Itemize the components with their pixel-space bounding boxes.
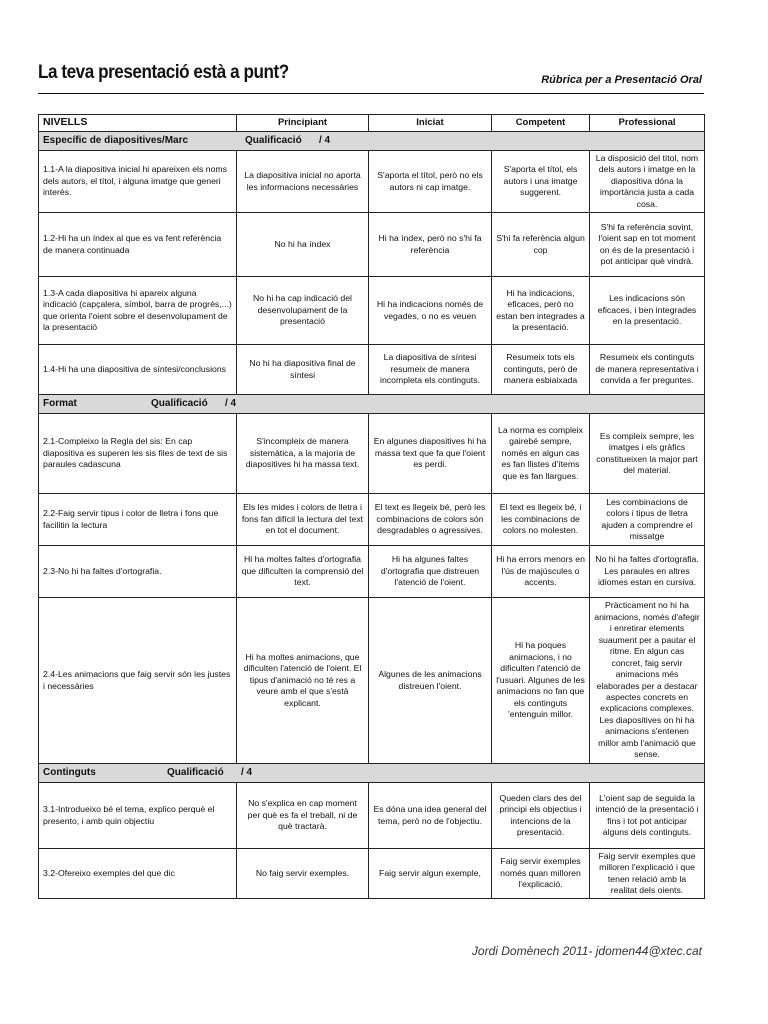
- column-header: Iniciat: [369, 115, 492, 132]
- criterion-cell: 1.1-A la diapositiva inicial hi apareixen els noms dels autors, el títol, i alguna imatge que generi interès.: [39, 151, 237, 213]
- table-row: [39, 494, 705, 546]
- level-cell: S'incompleix de manera sistemàtica, a la majoria de diapositives hi ha massa text.: [237, 414, 369, 494]
- section-score-value: / 4: [241, 767, 253, 778]
- level-cell: L'oient sap de seguida la intenció de la presentació i fins i tot pot anticipar alguns dels continguts.: [590, 783, 705, 849]
- level-cell: Hi ha indicacions, eficaces, però no estan ben integrades a la presentació.: [492, 277, 590, 345]
- criterion-cell: 1.4-Hi ha una diapositiva de síntesi/conclusions: [39, 345, 237, 395]
- section-score-label: Qualificació: [151, 398, 208, 409]
- level-cell: Les indicacions són eficaces, i ben integrades en la presentació.: [590, 277, 705, 345]
- level-cell: No hi ha diapositiva final de síntesi: [237, 345, 369, 395]
- column-header: Principiant: [237, 115, 369, 132]
- level-cell: La diapositiva inicial no aporta les informacions necessàries: [237, 151, 369, 213]
- level-cell: No hi ha índex: [237, 213, 369, 277]
- section-row: [39, 764, 705, 783]
- table-row: [39, 213, 705, 277]
- level-cell: Hi ha indicacions només de vegades, o no es veuen: [369, 277, 492, 345]
- level-cell: Hi ha errors menors en l'ús de majúscules o accents.: [492, 546, 590, 598]
- level-cell: S'hi fa referència sovint, l'oient sap en tot moment on és de la presentació i pot anticipar què vindrà.: [590, 213, 705, 277]
- table-row: [39, 345, 705, 395]
- criterion-cell: 2.2-Faig servir tipus i color de lletra i fons que facilitin la lectura: [39, 494, 237, 546]
- level-cell: Queden clars des del principi els objectius i intencions de la presentació.: [492, 783, 590, 849]
- level-cell: No s'explica en cap moment per què es fa el treball, ni de què tractarà.: [237, 783, 369, 849]
- level-cell: Faig servir exemples que milloren l'explicació i que tenen relació amb la realitat dels oients.: [590, 849, 705, 899]
- table-row: [39, 546, 705, 598]
- header-row: [39, 115, 705, 132]
- section-name: Continguts: [43, 767, 96, 778]
- criterion-cell: 1.2-Hi ha un índex al que es va fent referència de manera continuada: [39, 213, 237, 277]
- table-row: [39, 277, 705, 345]
- level-cell: Els les mides i colors de lletra i fons fan difícil la lectura del text en tot el document.: [237, 494, 369, 546]
- level-cell: Hi ha poques animacions, i no dificulten l'atenció de l'usuari. Algunes de les animacions no fan que els continguts 'entenguin millor.: [492, 598, 590, 764]
- table-row: [39, 151, 705, 213]
- column-header: Competent: [492, 115, 590, 132]
- criterion-cell: 1.3-A cada diapositiva hi apareix alguna indicació (capçalera, símbol, barra de progrés,...) que orienta l'oient sobre el desenvolupament de la presentació: [39, 277, 237, 345]
- level-cell: S'hi fa referència algun cop: [492, 213, 590, 277]
- level-cell: La norma es compleix gairebé sempre, només en algun cas es fan llistes d'ítems que es fan llargues.: [492, 414, 590, 494]
- table-row: [39, 414, 705, 494]
- level-cell: Pràcticament no hi ha animacions, només d'afegir i enretirar elements suaument per a pautar el ritme. En algun cas concret, faig servir animacions més elaborades per a destacar aspectes concrets en explicacions complexes. Les diapositives on hi ha animacions s'entenen millor amb l'animació que sense.: [590, 598, 705, 764]
- section-name: Format: [43, 398, 77, 409]
- level-cell: Es compleix sempre, les imatges i els gràfics constitueixen la major part del material.: [590, 414, 705, 494]
- level-cell: Faig servir algun exemple,: [369, 849, 492, 899]
- table-row: [39, 783, 705, 849]
- table-row: [39, 849, 705, 899]
- level-cell: Es dóna una idea general del tema, però no de l'objectiu.: [369, 783, 492, 849]
- criterion-cell: 3.1-Introdueixo bé el tema, explico perquè el presento, i amb quin objectiu: [39, 783, 237, 849]
- level-cell: No hi ha cap indicació del desenvolupament de la presentació: [237, 277, 369, 345]
- level-cell: Hi ha moltes animacions, que dificulten l'atenció de l'oient. El tipus d'animació no té res a veure amb el que s'està explicant.: [237, 598, 369, 764]
- level-cell: El text es llegeix bé, i les combinacions de colors no molesten.: [492, 494, 590, 546]
- level-cell: El text es llegeix bé, però les combinacions de colors són desgradables o agressives.: [369, 494, 492, 546]
- table-row: [39, 598, 705, 764]
- section-row: [39, 395, 705, 414]
- footer-credit: Jordi Domènech 2011- jdomen44@xtec.cat: [471, 944, 702, 958]
- level-cell: Hi ha índex, però no s'hi fa referència: [369, 213, 492, 277]
- section-score-label: Qualificació: [245, 135, 302, 146]
- criterion-cell: 2.4-Les animacions que faig servir són les justes i necessàries: [39, 598, 237, 764]
- level-cell: La diapositiva de síntesi resumeix de manera incompleta els continguts.: [369, 345, 492, 395]
- level-cell: S'aporta el títol, però no els autors ni cap imatge.: [369, 151, 492, 213]
- level-cell: Resumeix tots els continguts, però de manera esbiaixada: [492, 345, 590, 395]
- column-header: Professional: [590, 115, 705, 132]
- level-cell: La disposició del títol, nom dels autors i imatge en la diapositiva dóna la importància justa a cada cosa.: [590, 151, 705, 213]
- section-row: [39, 132, 705, 151]
- criterion-cell: 2.1-Compleixo la Regla del sis: En cap diapositiva es superen les sis files de text de sis paraules cadascuna: [39, 414, 237, 494]
- level-cell: Algunes de les animacions distreuen l'oient.: [369, 598, 492, 764]
- page-title: La teva presentació està a punt?: [38, 62, 289, 83]
- level-cell: Resumeix els continguts de manera representativa i convida a fer preguntes.: [590, 345, 705, 395]
- page-subtitle: Rúbrica per a Presentació Oral: [541, 74, 702, 86]
- level-cell: Faig servir exemples només quan milloren l'explicació.: [492, 849, 590, 899]
- level-cell: S'aporta el títol, els autors i una imatge suggerent.: [492, 151, 590, 213]
- level-cell: Hi ha moltes faltes d'ortografia que dificulten la comprensió del text.: [237, 546, 369, 598]
- section-name: Específic de diapositives/Marc: [43, 135, 189, 146]
- level-cell: No faig servir exemples.: [237, 849, 369, 899]
- section-score-value: / 4: [225, 398, 237, 409]
- level-cell: Hi ha algunes faltes d'ortografia que distreuen l'atenció de l'oient.: [369, 546, 492, 598]
- section-score-value: / 4: [319, 135, 331, 146]
- section-score-label: Qualificació: [167, 767, 224, 778]
- level-cell: Les combinacions de colors i tipus de lletra ajuden a comprendre el missatge: [590, 494, 705, 546]
- level-cell: No hi ha faltes d'ortografia. Les paraules en altres idiomes estan en cursiva.: [590, 546, 705, 598]
- column-header: NIVELLS: [39, 115, 237, 132]
- title-rule: [38, 93, 704, 94]
- criterion-cell: 3.2-Ofereixo exemples del que dic: [39, 849, 237, 899]
- criterion-cell: 2.3-No hi ha faltes d'ortografia.: [39, 546, 237, 598]
- rubric-table: [38, 114, 705, 899]
- level-cell: En algunes diapositives hi ha massa text que fa que l'oient es perdi.: [369, 414, 492, 494]
